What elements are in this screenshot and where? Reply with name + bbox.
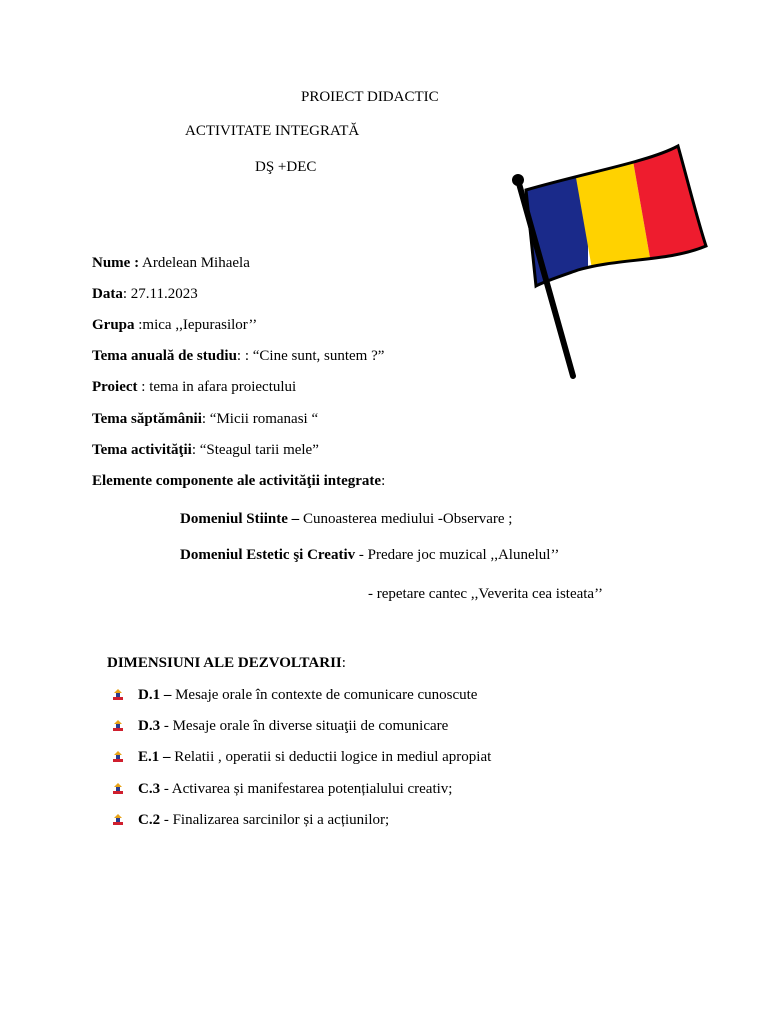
data-label: Data xyxy=(92,286,123,302)
data-line xyxy=(92,285,198,303)
elemente-label: Elemente componente ale activităţii integrate xyxy=(92,473,382,489)
tema-activitatii-value: : “Steagul tarii mele” xyxy=(191,442,319,458)
tema-saptamanii-line xyxy=(92,410,318,428)
tema-activitatii-label: Tema activităţii xyxy=(92,442,192,458)
bullet-arrow-icon xyxy=(112,814,124,826)
tema-saptamanii-value: : “Micii romanasi “ xyxy=(201,411,319,427)
dimensiuni-heading: DIMENSIUNI ALE DEZVOLTARII xyxy=(107,655,342,671)
nume-line xyxy=(92,254,250,272)
elemente-value: : xyxy=(381,473,386,489)
romania-flag-icon xyxy=(508,132,708,392)
dimension-code: C.3 xyxy=(138,781,161,797)
bullet-arrow-icon xyxy=(112,751,124,763)
dimensiuni-heading-colon: : xyxy=(341,655,346,671)
document-code: DŞ +DEC xyxy=(255,159,317,175)
domeniul-stiinte-label: Domeniul Stiinte – xyxy=(180,511,300,527)
proiect-line xyxy=(92,378,296,396)
dimension-code: C.2 xyxy=(138,812,161,828)
document-title: PROIECT DIDACTIC xyxy=(301,89,439,105)
domeniul-stiinte-line xyxy=(180,510,512,528)
proiect-value: : tema in afara proiectului xyxy=(137,379,297,395)
dimension-text: - Finalizarea sarcinilor și a acțiunilor; xyxy=(160,812,390,828)
grupa-value: :mica ,,Iepurasilor’’ xyxy=(134,317,258,333)
bullet-arrow-icon xyxy=(112,783,124,795)
dimension-text: Mesaje orale în contexte de comunicare cunoscute xyxy=(171,687,478,703)
tema-activitatii-line xyxy=(92,441,319,459)
nume-label: Nume : xyxy=(92,255,140,271)
tema-saptamanii-label: Tema săptămânii xyxy=(92,411,202,427)
dimension-code: E.1 – xyxy=(138,749,171,765)
tema-anuala-value: : : “Cine sunt, suntem ?” xyxy=(236,348,385,364)
tema-anuala-label: Tema anuală de studiu xyxy=(92,348,237,364)
dimension-code: D.1 – xyxy=(138,687,172,703)
domeniul-estetic-value: - Predare joc muzical ,,Alunelul’’ xyxy=(355,547,560,563)
bullet-arrow-icon xyxy=(112,720,124,732)
grupa-label: Grupa xyxy=(92,317,135,333)
dimension-text: - Mesaje orale în diverse situaţii de comunicare xyxy=(160,718,449,734)
bullet-arrow-icon xyxy=(112,689,124,701)
data-value: : 27.11.2023 xyxy=(122,286,198,302)
proiect-label: Proiect xyxy=(92,379,138,395)
elemente-line xyxy=(92,472,385,490)
dimension-code: D.3 xyxy=(138,718,161,734)
dimension-text: - Activarea și manifestarea potențialului creativ; xyxy=(160,781,453,797)
nume-value: Ardelean Mihaela xyxy=(139,255,250,271)
dimensiuni-heading-line xyxy=(107,654,346,672)
tema-anuala-line xyxy=(92,347,384,365)
domeniul-stiinte-value: Cunoasterea mediului -Observare ; xyxy=(299,511,513,527)
domeniul-estetic-value-2: - repetare cantec ,,Veverita cea isteata’’ xyxy=(368,586,603,602)
grupa-line xyxy=(92,316,257,334)
domeniul-estetic-line xyxy=(180,546,559,564)
document-subtitle: ACTIVITATE INTEGRATĂ xyxy=(185,123,360,139)
dimension-text: Relatii , operatii si deductii logice in mediul apropiat xyxy=(170,749,492,765)
domeniul-estetic-label: Domeniul Estetic şi Creativ xyxy=(180,547,356,563)
